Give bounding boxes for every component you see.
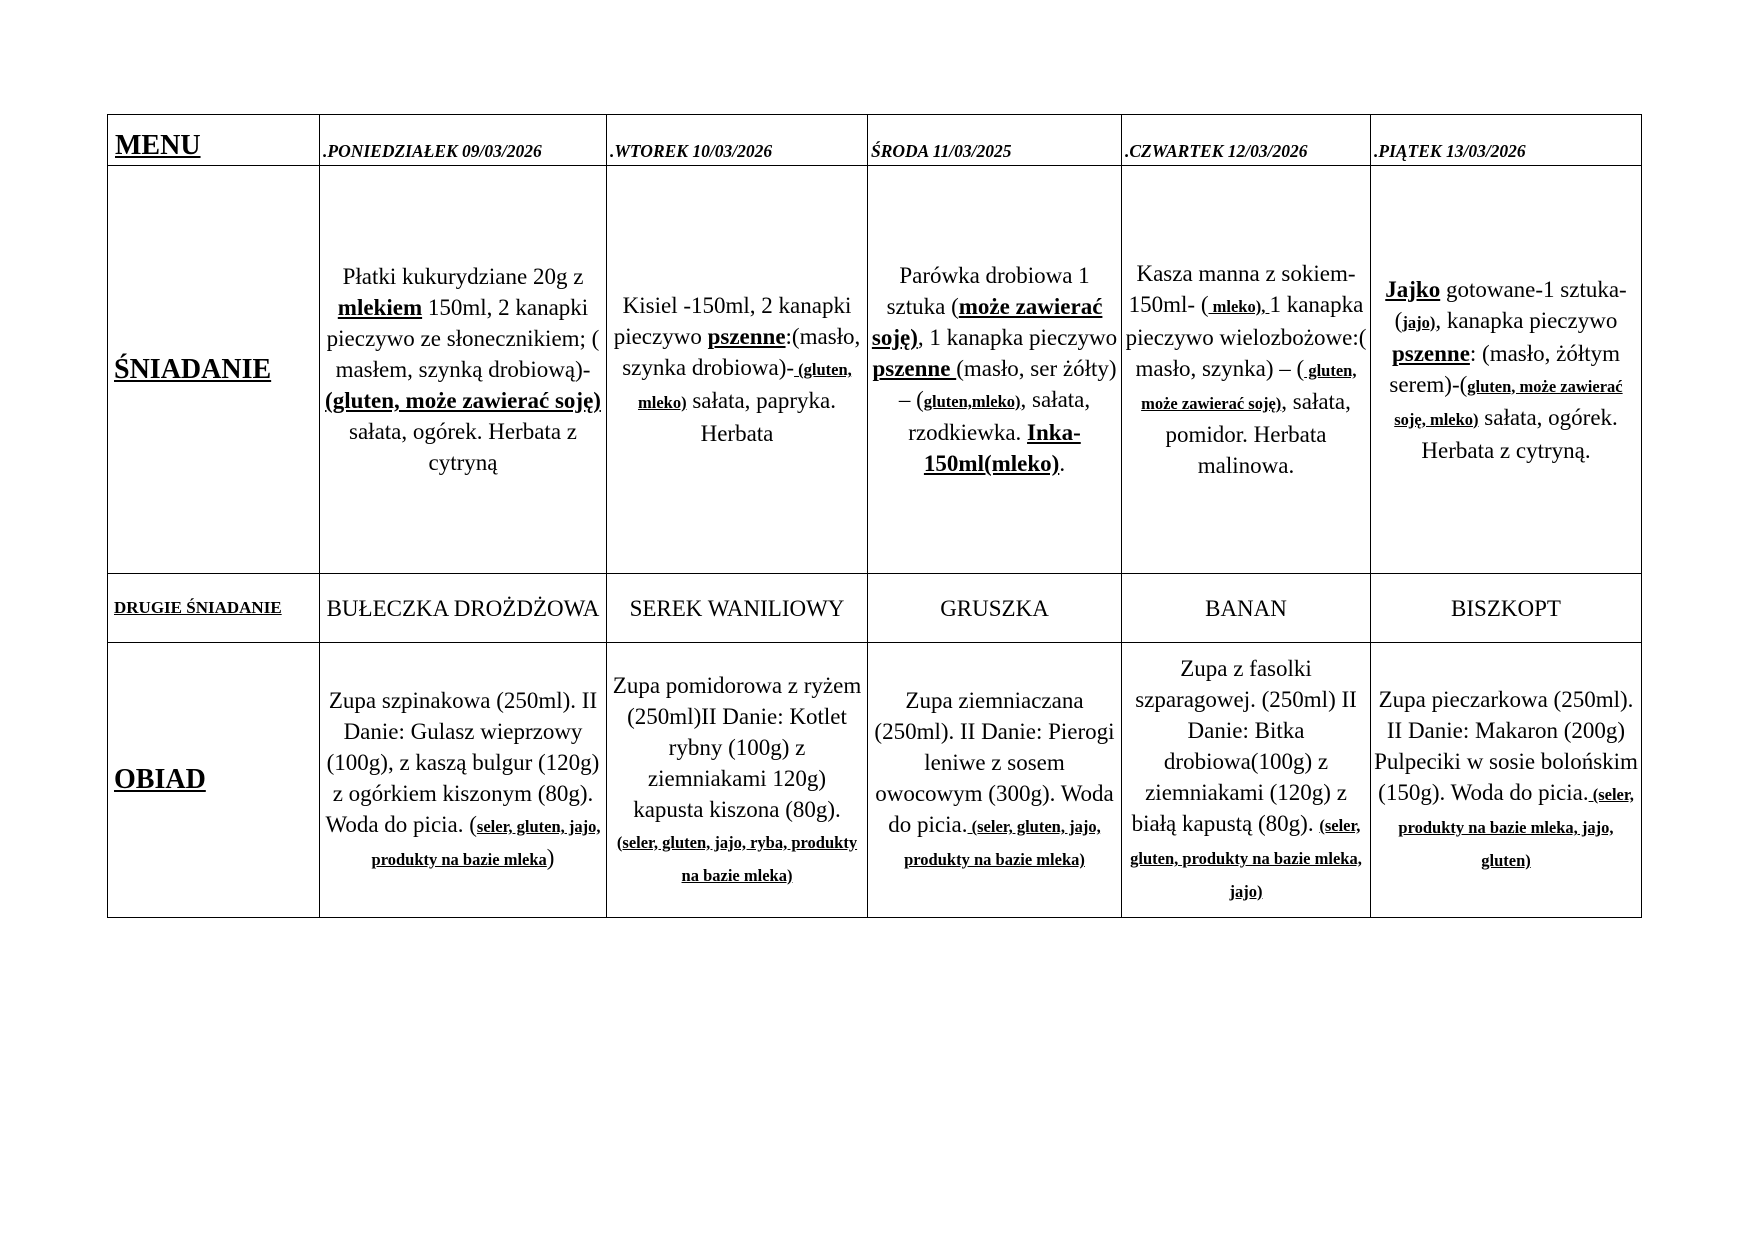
text: , sałata, pomidor. Herbata malinowa. — [1165, 389, 1351, 478]
lunch-row — [108, 643, 1642, 918]
menu-title-cell — [108, 115, 320, 166]
breakfast-friday — [1371, 166, 1642, 574]
allergen-highlight: Inka-150ml(mleko) — [923, 420, 1081, 476]
second-breakfast-row — [108, 574, 1642, 643]
breakfast-thursday — [1122, 166, 1371, 574]
day-header-monday: .PONIEDZIAŁEK 09/03/2026 — [320, 115, 607, 166]
text: Płatki kukurydziane 20g z — [342, 264, 584, 289]
text: : (masło, żółtym serem)-( — [1389, 340, 1621, 397]
lunch-wednesday — [868, 643, 1122, 918]
breakfast-tuesday — [607, 166, 868, 574]
text: Zupa ziemniaczana (250ml). II Danie: Pierogi leniwe z sosem owocowym (300g). Woda do picia. — [874, 688, 1115, 837]
menu-title: MENU — [115, 130, 201, 161]
second-breakfast-label: DRUGIE ŚNIADANIE — [108, 574, 320, 643]
text: , kanapka pieczywo — [1435, 307, 1618, 333]
text: Zupa z fasolki szparagowej. (250ml) II Danie: Bitka drobiowa(100g) z ziemniakami (120g) z białą kapustą (80g). — [1131, 656, 1357, 836]
text: sałata, ogórek. Herbata z cytryną. — [1421, 404, 1618, 463]
menu-table — [107, 114, 1642, 918]
allergen-note: seler, gluten, jajo, produkty na bazie mleka — [371, 817, 601, 869]
allergen-note: (seler, gluten, jajo, ryba, produkty na bazie mleka) — [616, 832, 858, 885]
allergen-note: jajo) — [1402, 312, 1436, 332]
second-breakfast-wednesday: GRUSZKA — [868, 574, 1122, 643]
day-header-wednesday: ŚRODA 11/03/2025 — [868, 115, 1122, 166]
text: Parówka drobiowa 1 sztuka ( — [886, 263, 1090, 319]
header-row — [108, 115, 1642, 166]
breakfast-wednesday — [868, 166, 1122, 574]
text: , 1 kanapka pieczywo — [917, 325, 1118, 350]
text: 150ml, 2 kanapki pieczywo ze słonecznikiem; ( masłem, szynką drobiową)- — [326, 295, 600, 382]
text: ) — [546, 845, 555, 870]
allergen-note: (seler, produkty na bazie mleka, jajo, gluten) — [1398, 785, 1634, 870]
lunch-tuesday — [607, 643, 868, 918]
day-header-friday: .PIĄTEK 13/03/2026 — [1371, 115, 1642, 166]
allergen-highlight: pszenne — [707, 324, 786, 349]
lunch-thursday — [1122, 643, 1371, 918]
text: Zupa szpinakowa (250ml). II Danie: Gulasz wieprzowy (100g), z kaszą bulgur (120g) z ogórkiem kiszonym (80g). Woda do picia. ( — [325, 688, 600, 837]
text: Kisiel -150ml, 2 kanapki pieczywo — [613, 293, 852, 349]
allergen-highlight: Jajko — [1385, 276, 1441, 302]
text: Kasza manna z sokiem-150ml- ( — [1128, 261, 1356, 317]
lunch-label: OBIAD — [108, 643, 320, 918]
text: Zupa pomidorowa z ryżem (250ml)II Danie: Kotlet rybny (100g) z ziemniakami 120g) kapusta kiszona (80g). — [612, 672, 862, 822]
allergen-note: (gluten, mleko) — [637, 360, 852, 412]
allergen-highlight: (gluten, może zawierać soję) — [325, 388, 601, 413]
breakfast-row — [108, 166, 1642, 574]
second-breakfast-friday: BISZKOPT — [1371, 574, 1642, 643]
allergen-note: (seler, gluten, jajo, produkty na bazie mleka) — [904, 817, 1101, 869]
allergen-note: gluten, może zawierać soję, mleko) — [1394, 376, 1623, 429]
allergen-highlight: pszenne — [872, 356, 957, 381]
text: :(masło, szynka drobiowa)- — [622, 324, 861, 380]
allergen-note: mleko), — [1208, 297, 1270, 316]
day-header-thursday: .CZWARTEK 12/03/2026 — [1122, 115, 1371, 166]
text: (masło, ser żółty) – ( — [898, 356, 1117, 412]
allergen-highlight: może zawierać soję) — [871, 294, 1103, 350]
text: , sałata, rzodkiewka. — [908, 387, 1091, 445]
allergen-note: (seler, gluten, produkty na bazie mleka, jajo) — [1130, 816, 1362, 901]
text: . — [1059, 451, 1066, 476]
text: 1 kanapka pieczywo wielozbożowe:( masło, szynka) – ( — [1125, 292, 1367, 381]
lunch-monday — [320, 643, 607, 918]
text: gotowane-1 sztuka-( — [1394, 276, 1627, 333]
allergen-highlight: mlekiem — [337, 295, 423, 320]
text: Zupa pieczarkowa (250ml). II Danie: Makaron (200g) Pulpeciki w sosie bolońskim (150g). Woda do picia. — [1374, 687, 1638, 805]
allergen-note: gluten, może zawierać soję) — [1141, 361, 1357, 413]
lunch-friday — [1371, 643, 1642, 918]
allergen-note: gluten,mleko) — [923, 392, 1021, 411]
second-breakfast-tuesday: SEREK WANILIOWY — [607, 574, 868, 643]
breakfast-label: ŚNIADANIE — [108, 166, 320, 574]
text: sałata, papryka. Herbata — [686, 388, 836, 446]
text: sałata, ogórek. Herbata z cytryną — [349, 419, 577, 475]
breakfast-monday — [320, 166, 607, 574]
allergen-highlight: pszenne — [1391, 340, 1470, 366]
day-header-tuesday: .WTOREK 10/03/2026 — [607, 115, 868, 166]
second-breakfast-thursday: BANAN — [1122, 574, 1371, 643]
second-breakfast-monday: BUŁECZKA DROŻDŻOWA — [320, 574, 607, 643]
